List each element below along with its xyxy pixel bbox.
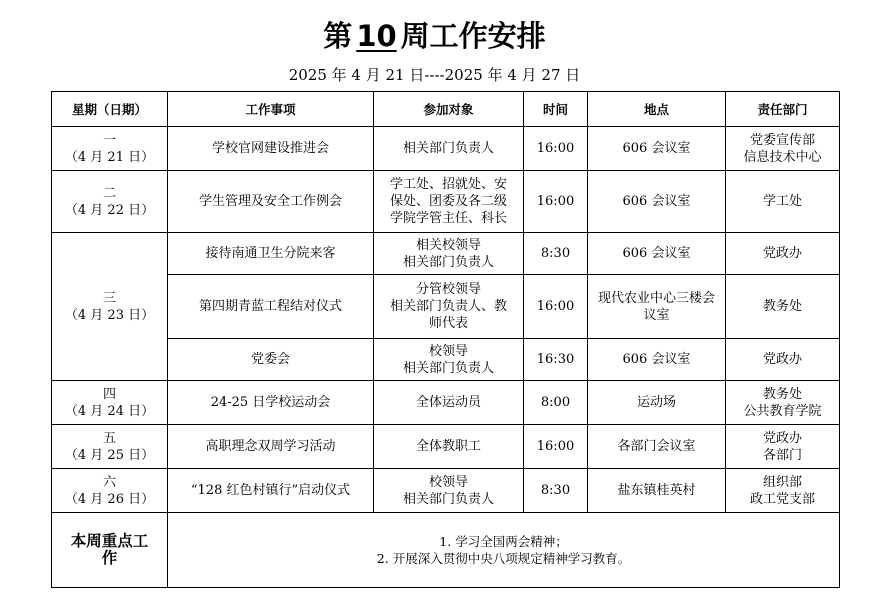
table-row	[52, 233, 840, 275]
header-row	[52, 92, 840, 127]
participants-cell	[374, 381, 524, 425]
schedule-table	[51, 91, 840, 588]
place-cell	[588, 469, 726, 513]
col-header-day: 星期（日期）	[52, 92, 168, 127]
participants-cell	[374, 233, 524, 275]
day-cell	[52, 127, 168, 171]
col-header-item: 工作事项	[168, 92, 374, 127]
week-number: 10	[356, 19, 397, 53]
participants-cell	[374, 127, 524, 171]
item-cell: 党委会	[168, 339, 374, 381]
dept-cell	[726, 381, 840, 425]
day-date: （4 月 25 日）	[64, 447, 155, 463]
dept-line: 信息技术中心	[743, 149, 822, 165]
dept-line: 党政办	[762, 352, 802, 367]
item-cell: “128 红色村镇行”启动仪式	[168, 469, 374, 513]
participants-line: 全体运动员	[415, 395, 481, 410]
participants-line: 相关部门负责人	[402, 141, 494, 156]
title-prefix: 第	[323, 19, 353, 53]
participants-cell	[374, 339, 524, 381]
day-name: 一	[102, 132, 116, 148]
place-line: 运动场	[636, 395, 676, 410]
table-row	[52, 339, 840, 381]
dept-cell	[726, 425, 840, 469]
date-range: 2025 年 4 月 21 日----2025 年 4 月 27 日	[288, 66, 581, 84]
col-header-dept: 责任部门	[726, 92, 840, 127]
item-cell: 学生管理及安全工作例会	[168, 171, 374, 233]
dept-line: 教务处	[762, 386, 802, 402]
col-header-place: 地点	[588, 92, 726, 127]
title-suffix: 周工作安排	[400, 19, 546, 53]
time-cell: 16:00	[524, 425, 588, 469]
key-work-label-line: 本周重点工	[70, 532, 149, 550]
key-work-row	[52, 513, 840, 588]
dept-cell	[726, 469, 840, 513]
item-cell: 学校官网建设推进会	[168, 127, 374, 171]
time-cell: 16:00	[524, 127, 588, 171]
dept-line: 党政办	[762, 246, 802, 261]
participants-line: 学工处、招就处、安	[389, 177, 507, 192]
place-line: 议室	[643, 307, 670, 323]
time-cell: 8:30	[524, 233, 588, 275]
participants-cell	[374, 275, 524, 339]
day-date: （4 月 21 日）	[64, 149, 155, 165]
place-line: 盐东镇桂英村	[617, 483, 696, 498]
day-cell	[52, 425, 168, 469]
page-title	[0, 18, 869, 54]
place-cell	[588, 275, 726, 339]
participants-cell	[374, 469, 524, 513]
table-row	[52, 171, 840, 233]
participants-line: 师代表	[428, 316, 468, 331]
day-cell	[52, 469, 168, 513]
participants-line: 相关部门负责人	[402, 360, 494, 376]
participants-line: 相关部门负责人、教	[389, 299, 507, 314]
time-cell: 16:30	[524, 339, 588, 381]
place-cell	[588, 339, 726, 381]
place-line: 现代农业中心三楼会	[597, 290, 715, 306]
day-cell	[52, 171, 168, 233]
key-work-label-line: 作	[101, 549, 118, 567]
key-work-item: 2. 开展深入贯彻中央八项规定精神学习教育。	[376, 551, 631, 566]
item-cell: 高职理念双周学习活动	[168, 425, 374, 469]
dept-cell	[726, 127, 840, 171]
day-date: （4 月 23 日）	[64, 307, 155, 323]
dept-line: 教务处	[762, 299, 802, 314]
participants-cell	[374, 425, 524, 469]
dept-cell	[726, 171, 840, 233]
place-cell	[588, 127, 726, 171]
dept-cell	[726, 339, 840, 381]
day-name: 三	[102, 290, 116, 306]
dept-line: 各部门	[762, 447, 802, 463]
place-line: 606 会议室	[622, 141, 691, 156]
day-date: （4 月 24 日）	[64, 403, 155, 419]
dept-cell	[726, 275, 840, 339]
key-work-label	[52, 513, 168, 588]
participants-line: 相关校领导	[415, 237, 481, 253]
key-work-items	[168, 513, 840, 588]
table-row	[52, 275, 840, 339]
place-line: 606 会议室	[622, 194, 691, 209]
place-cell	[588, 425, 726, 469]
col-header-time: 时间	[524, 92, 588, 127]
item-cell: 24-25 日学校运动会	[168, 381, 374, 425]
dept-line: 党委宣传部	[749, 132, 815, 148]
participants-line: 全体教职工	[415, 439, 481, 454]
participants-line: 学院学管主任、科长	[389, 211, 507, 226]
place-line: 606 会议室	[622, 352, 691, 367]
participants-line: 分管校领导	[415, 282, 481, 297]
col-header-participants: 参加对象	[374, 92, 524, 127]
participants-cell	[374, 171, 524, 233]
table-row	[52, 469, 840, 513]
place-cell	[588, 171, 726, 233]
day-name: 二	[102, 185, 116, 201]
time-cell: 16:00	[524, 275, 588, 339]
place-cell	[588, 233, 726, 275]
place-line: 各部门会议室	[617, 439, 696, 454]
dept-cell	[726, 233, 840, 275]
day-date: （4 月 22 日）	[64, 202, 155, 218]
participants-line: 保处、团委及各二级	[389, 194, 507, 209]
dept-line: 公共教育学院	[743, 403, 822, 419]
place-line: 606 会议室	[622, 246, 691, 261]
table-row	[52, 425, 840, 469]
participants-line: 校领导	[428, 343, 468, 359]
participants-line: 校领导	[428, 474, 468, 490]
place-cell	[588, 381, 726, 425]
time-cell: 16:00	[524, 171, 588, 233]
table-row	[52, 127, 840, 171]
day-cell	[52, 381, 168, 425]
time-cell: 8:00	[524, 381, 588, 425]
participants-line: 相关部门负责人	[402, 254, 494, 270]
day-cell	[52, 233, 168, 381]
day-name: 六	[102, 474, 116, 490]
time-cell: 8:30	[524, 469, 588, 513]
key-work-item: 1. 学习全国两会精神；	[439, 534, 568, 549]
table-row	[52, 381, 840, 425]
day-name: 四	[102, 386, 116, 402]
item-cell: 接待南通卫生分院来客	[168, 233, 374, 275]
day-date: （4 月 26 日）	[64, 491, 155, 507]
participants-line: 相关部门负责人	[402, 491, 494, 507]
day-name: 五	[102, 430, 116, 446]
item-cell: 第四期青蓝工程结对仪式	[168, 275, 374, 339]
dept-line: 政工党支部	[749, 491, 815, 507]
dept-line: 组织部	[762, 474, 802, 490]
dept-line: 党政办	[762, 430, 802, 446]
dept-line: 学工处	[762, 194, 802, 209]
